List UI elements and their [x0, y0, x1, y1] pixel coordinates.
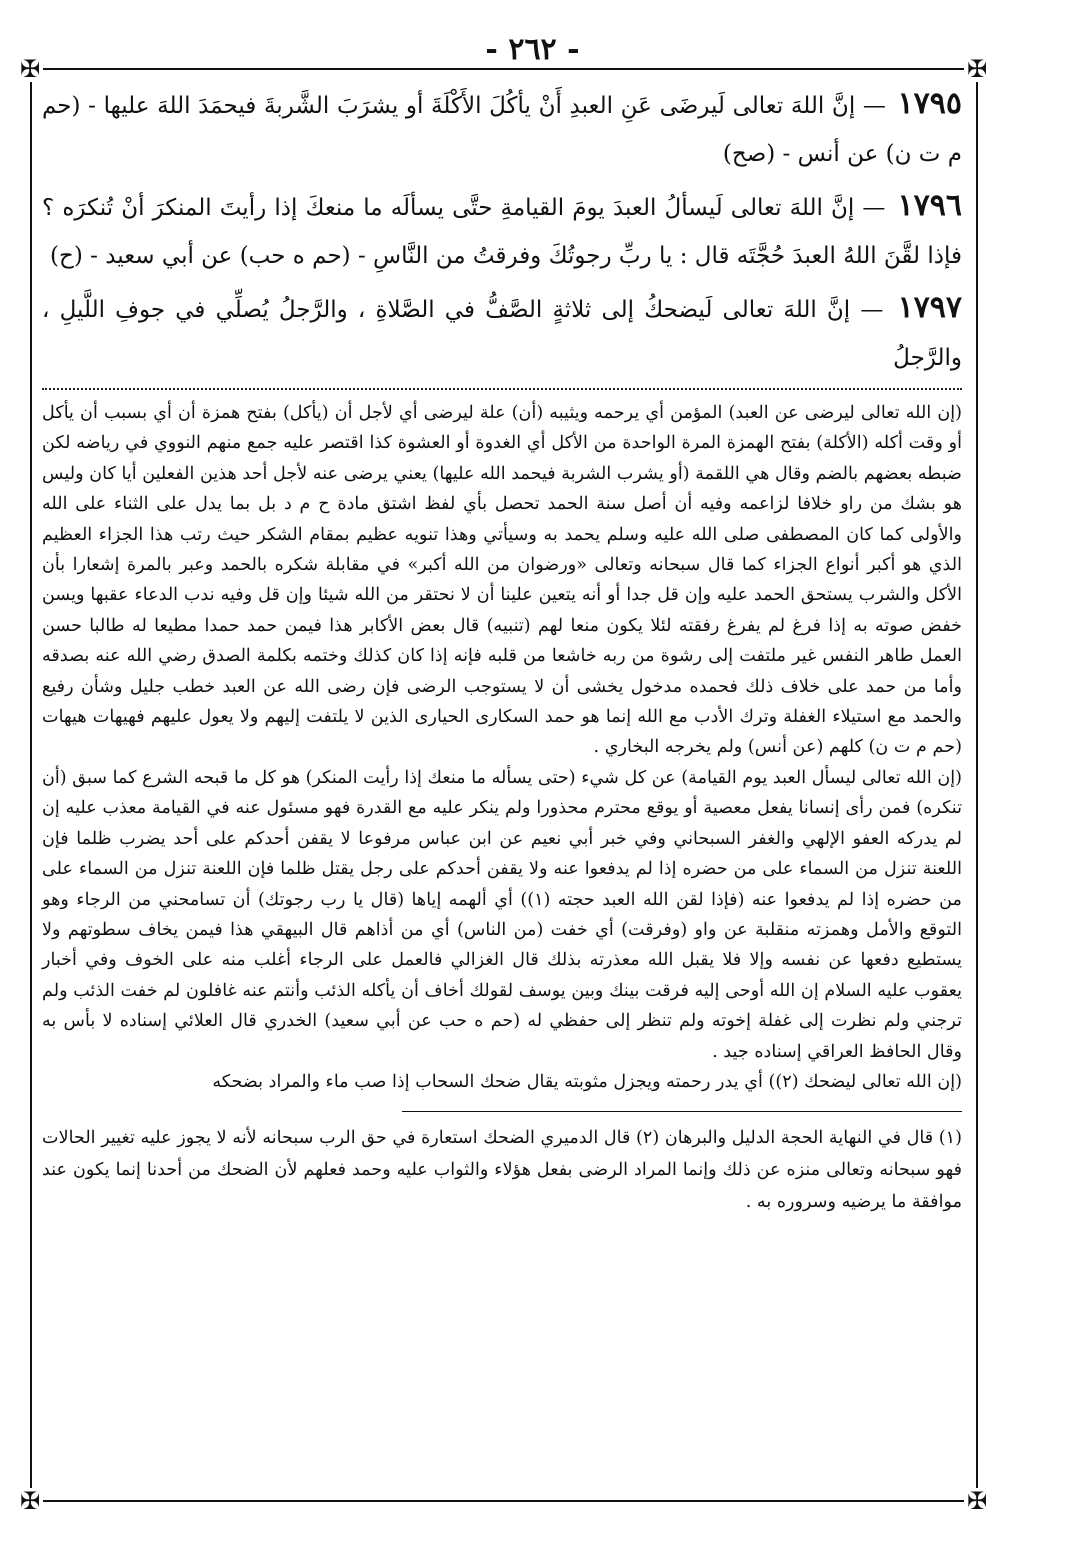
corner-ornament-icon: ✠ [17, 56, 43, 82]
frame-top-rule [30, 68, 978, 70]
footnotes [42, 1122, 962, 1218]
hadith-number: ١٧٩٧ [897, 290, 963, 325]
frame-right-rule [976, 68, 978, 1500]
frame-bottom-rule [30, 1500, 978, 1502]
commentary-paragraph: (إن الله تعالى ليسأل العبد يوم القيامة) عن كل شيء (حتى يسأله ما منعك إذا رأيت المنكر) هو كل ما قبحه الشرع كما سبق (أن تنكره) فمن رأى إنسانا يفعل معصية أو يوقع محترم محذورا ولم ينكر عليه مع القدرة فهو مسئول عنه في القيامة معذب عليه إن لم يدركه العفو الإلهي والغفر السبحاني وفي خبر أبي نعيم عن ابن عباس مرفوعا لا يقفن أحدكم على أحد يضرب ظلما فإن اللعنة تنزل من السماء على من حضره إذا لم يدفعوا عنه ولا يقفن أحدكم على رجل يقتل ظلما فإن اللعنة تنزل من السماء على من حضره إذا لم يدفعوا عنه (فإذا لقن الله العبد حجته (١)) أي ألهمه إياها (قال يا رب رجوتك) أن تسامحني من الرجاء وهو التوقع والأمل وهمزته منقلبة عن واو (وفرقت) أي خفت (من الناس) أي من أذاهم قال البيهقي هذا فيمن يخاف سطوتهم ولا يستطيع دفعها عن نفسه وإلا فلا يقبل الله معذرته بذلك قال الغزالي فالعمل على الرجاء أغلب منه على الخوف وفي أخبار يعقوب عليه السلام إن الله أوحى إليه فرقت بينك وبين يوسف لقولك أخاف أن يأكله الذئب وأنتم عنه غافلون لم خفت الذئب ولم ترجني ولم نظرت إلى غفلة إخوته ولم تنظر إلى حفظي له (حم ه حب عن أبي سعيد) الخدري قال العلائي إسناده لا بأس به وقال الحافظ العراقي إسناده جيد . [42, 767, 962, 1062]
dotted-divider [42, 388, 962, 390]
hadith-number: ١٧٩٦ [897, 188, 962, 223]
hadith-1796 [42, 182, 962, 280]
page-content [42, 80, 962, 1218]
commentary [42, 398, 962, 1097]
footnote-divider [402, 1111, 962, 1112]
footnote-text: (١) قال في النهاية الحجة الدليل والبرهان (٢) قال الدميري الضحك استعارة في حق الرب سبحانه لأنه لا يجوز عليه تغيير الحالات فهو سبحانه وتعالى منزه عن ذلك وإنما المراد الرضى بفعل هؤلاء والثواب عليه وحمد فعلهم لأن الضحك من أحدنا إنما يكون عند موافقة ما يرضيه وسروره به . [42, 1128, 962, 1213]
hadith-text: — إنَّ اللهَ تعالى لَيسألُ العبدَ يومَ القيامةِ حتَّى يسألَه ما منعكَ إذا رأيتَ المنكرَ أنْ تُنكرَه ؟ فإذا لقَّنَ اللهُ العبدَ حُجَّتَه قال : يا ربِّ رجوتُكَ وفرقتُ من النَّاسِ - (حم ه حب) عن أبي سعيد - (ح) [42, 195, 962, 269]
corner-ornament-icon: ✠ [17, 1488, 43, 1514]
hadith-text: — إنَّ اللهَ تعالى لَيرضَى عَنِ العبدِ أَنْ يأكُلَ الأَكْلَةَ أو يشرَبَ الشَّربةَ فيحمَدَ اللهَ عليها - (حم م ت ن) عن أنس - (صح) [42, 93, 962, 167]
hadith-1797 [42, 284, 962, 382]
hadith-number: ١٧٩٥ [897, 86, 962, 121]
frame-left-rule [30, 68, 32, 1500]
corner-ornament-icon: ✠ [964, 1488, 990, 1514]
hadith-1795 [42, 80, 962, 178]
corner-ornament-icon: ✠ [964, 56, 990, 82]
commentary-paragraph: (إن الله تعالى ليضحك (٢)) أي يدر رحمته ويجزل مثوبته يقال ضحك السحاب إذا صب ماء والمراد بضحكه [212, 1071, 962, 1092]
page-number: - ٢٦٢ - [485, 32, 580, 67]
hadith-text: — إنَّ اللهَ تعالى لَيضحكُ إلى ثلاثةٍ الصَّفُّ في الصَّلاةِ ، والرَّجلُ يُصلِّي في جوفِ اللَّيلِ ، والرَّجلُ [42, 297, 962, 371]
commentary-paragraph: (إن الله تعالى ليرضى عن العبد) المؤمن أي يرحمه ويثيبه (أن) علة ليرضى أي لأجل أن (يأكل) بفتح همزة أن أي بسبب أن يأكل أو وقت أكله (الأكلة) بفتح الهمزة المرة الواحدة من الأكل أي الغدوة أو العشوة كذا اقتصر عليه جمع منهم النووي في رياضه لكن ضبطه بعضهم بالضم وقال هي اللقمة (أو يشرب الشربة فيحمد الله عليها) يعني يرضى عنه لأجل أحد هذين الفعلين أيا كان وليس هو بشك من راو خلافا لزاعمه وفيه أن أصل سنة الحمد تحصل بأي لفظ اشتق مادة ح م د بل بما يدل على الثناء على الله والأولى كما كان المصطفى صلى الله عليه وسلم يحمد به وسيأتي وهذا تنويه عظيم بمقام الشكر حيث رتب هذا الجزاء العظيم الذي هو أكبر أنواع الجزاء كما قال سبحانه وتعالى «ورضوان من الله أكبر» في مقابلة شكره بالحمد وعبر بالمرة إشعارا بأن الأكل والشرب يستحق الحمد عليه وإن قل جدا أو أنه يتعين علينا أن لا نحتقر من الله شيئا وإن قل وفيه ندب الدعاء عقبها ويسن خفض صوته به إذا فرغ لم يفرغ رفقته لئلا يكون منعا لهم (تنبيه) قال بعض الأكابر هذا فيمن حمد حمدا مطيعا له طالبا حسن العمل طاهر النفس غير ملتفت إلى رشوة من ربه خاشعا من قلبه فإنه إذا كان كذلك وختمه بكلمة الصدق رضي الله عنه بصدقه وأما من حمد على خلاف ذلك فحمده مدخول يخشى أن لا يستوجب الرضى فإن رضى الله عن العبد خطب جليل وشأن رفيع والحمد مع استيلاء الغفلة وترك الأدب مع الله إنما هو حمد السكارى الحيارى الذين لا يلتفت إليهم ولا يعول عليهم فهيهات هيهات (حم م ت ن) كلهم (عن أنس) ولم يخرجه البخاري . [42, 403, 962, 758]
